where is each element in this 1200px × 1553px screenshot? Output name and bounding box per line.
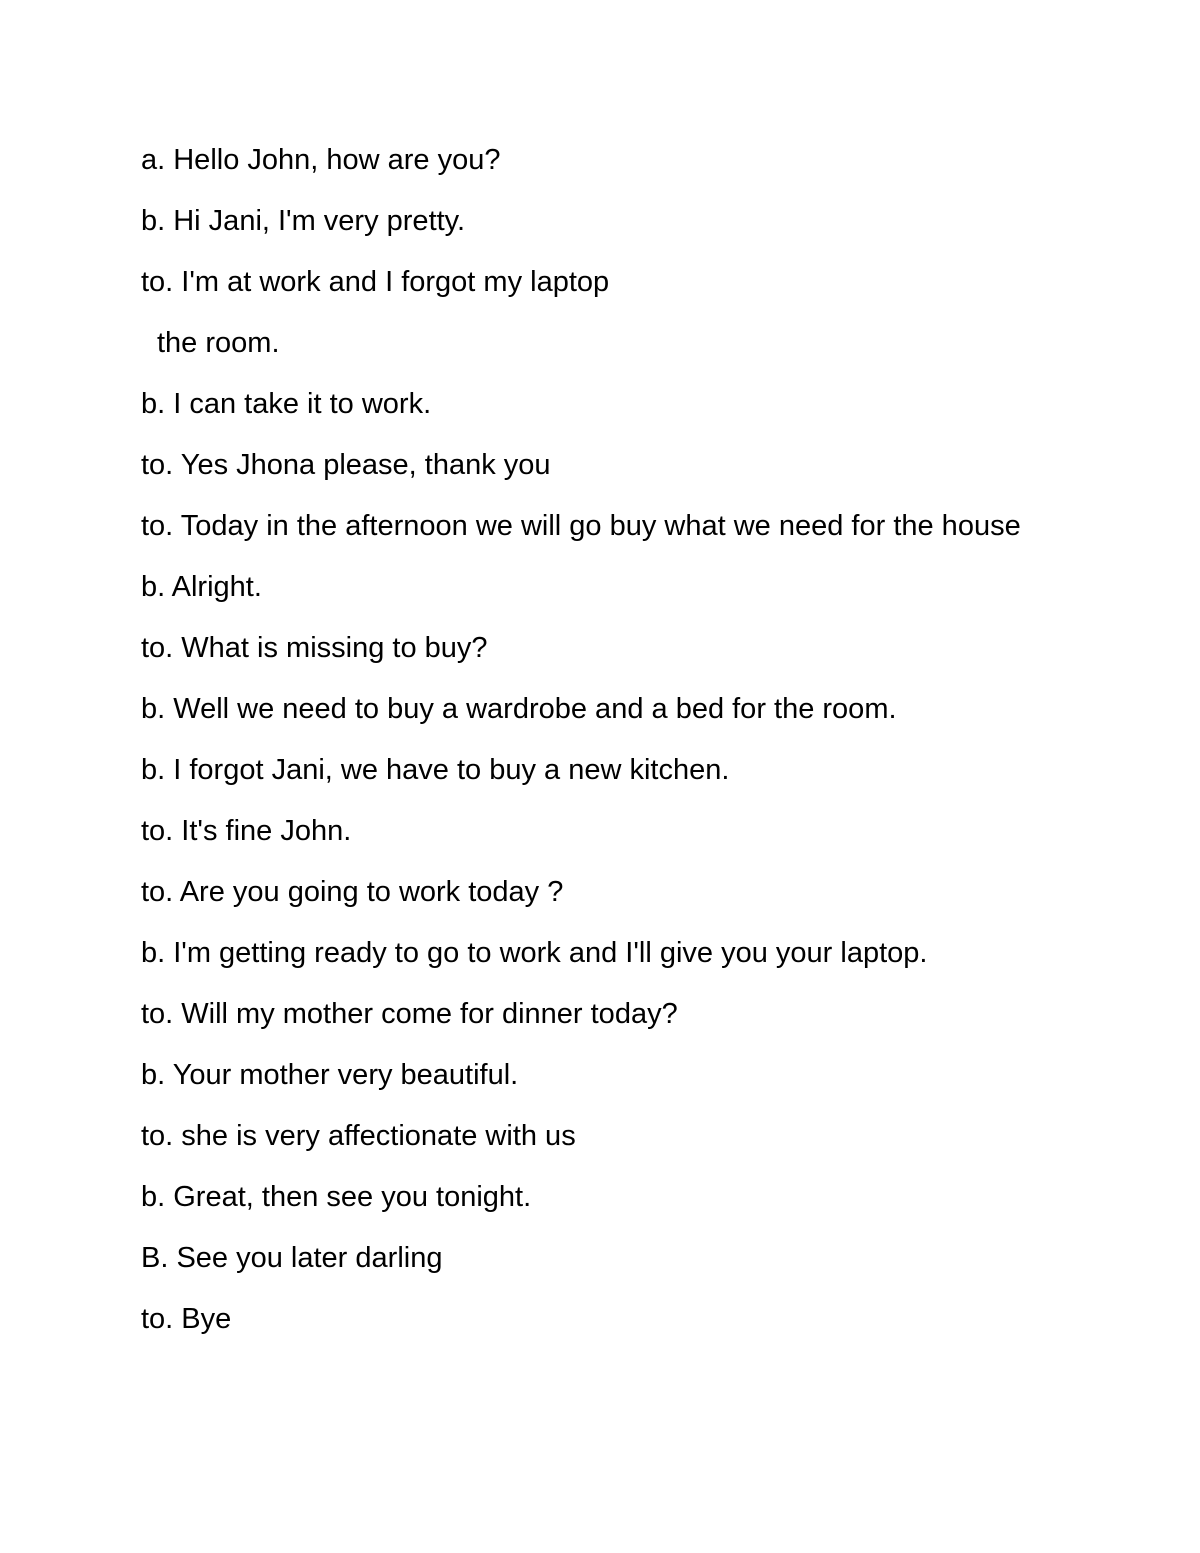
dialogue-line: to. Bye	[141, 1303, 232, 1335]
dialogue-line: a. Hello John, how are you?	[141, 144, 501, 176]
dialogue-line: b. Hi Jani, I'm very pretty.	[141, 205, 466, 237]
dialogue-line: to. What is missing to buy?	[141, 632, 488, 664]
dialogue-line: b. Well we need to buy a wardrobe and a bed for the room.	[141, 693, 897, 725]
dialogue-line: to. Will my mother come for dinner today?	[141, 998, 678, 1030]
dialogue-line: b. Your mother very beautiful.	[141, 1059, 519, 1091]
dialogue-line: to. Yes Jhona please, thank you	[141, 449, 551, 481]
dialogue-line: B. See you later darling	[141, 1242, 443, 1274]
dialogue-line: b. I'm getting ready to go to work and I'll give you your laptop.	[141, 937, 928, 969]
dialogue-line: to. I'm at work and I forgot my laptop	[141, 266, 610, 298]
dialogue-line: to. It's fine John.	[141, 815, 352, 847]
dialogue-line: b. Great, then see you tonight.	[141, 1181, 532, 1213]
dialogue-line: to. she is very affectionate with us	[141, 1120, 576, 1152]
dialogue-line: b. I can take it to work.	[141, 388, 432, 420]
dialogue-list	[141, 140, 1021, 1360]
dialogue-line: to. Today in the afternoon we will go buy what we need for the house	[141, 510, 1021, 542]
dialogue-line: b. Alright.	[141, 571, 262, 603]
dialogue-line-continuation: the room.	[157, 327, 280, 359]
dialogue-line: b. I forgot Jani, we have to buy a new kitchen.	[141, 754, 730, 786]
dialogue-line: to. Are you going to work today ?	[141, 876, 564, 908]
